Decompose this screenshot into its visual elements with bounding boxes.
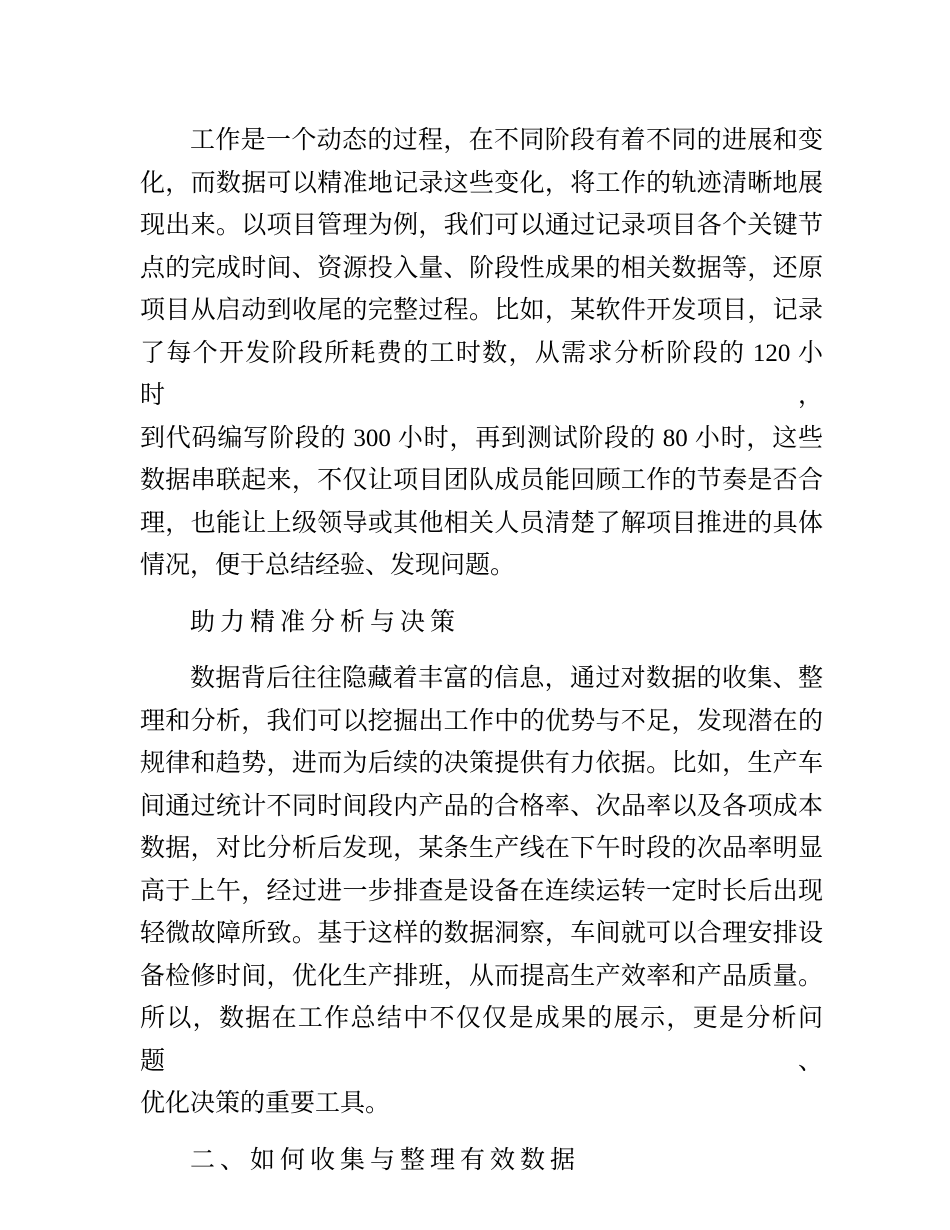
paragraph xyxy=(140,658,823,1126)
text-line: 数据，对比分析后发现，某条生产线在下午时段的次品率明显 xyxy=(140,835,823,862)
text-line: 点的完成时间、资源投入量、阶段性成果的相关数据等，还原 xyxy=(140,254,823,282)
text-line: 规律和趋势，进而为后续的决策提供有力依据。比如，生产车 xyxy=(140,750,823,777)
text-line: 到代码编写阶段的 300 小时，再到测试阶段的 80 小时，这些 xyxy=(140,424,823,452)
text-line: 备检修时间，优化生产排班，从而提高生产效率和产品质量。 xyxy=(140,962,823,990)
text-line: 轻微故障所致。基于这样的数据洞察，车间就可以合理安排设 xyxy=(140,920,823,947)
text-line: 间通过统计不同时间段内产品的合格率、次品率以及各项成本 xyxy=(140,792,823,820)
paragraph xyxy=(140,120,823,588)
text-line: 数据背后往往隐藏着丰富的信息，通过对数据的收集、整 xyxy=(190,665,823,692)
document-content xyxy=(140,120,823,1182)
section-heading xyxy=(140,602,823,645)
section-heading xyxy=(140,1140,823,1183)
text-line: 了每个开发阶段所耗费的工时数，从需求分析阶段的 120 小时， xyxy=(140,339,823,409)
text-line: 化，而数据可以精准地记录这些变化，将工作的轨迹清晰地展 xyxy=(140,169,823,197)
text-line: 助力精准分析与决策 xyxy=(190,608,461,636)
text-line: 现出来。以项目管理为例，我们可以通过记录项目各个关键节 xyxy=(140,212,823,239)
text-line: 理和分析，我们可以挖掘出工作中的优势与不足，发现潜在的 xyxy=(140,707,823,735)
text-line: 高于上午，经过进一步排查是设备在连续运转一定时长后出现 xyxy=(140,877,823,905)
text-line: 所以，数据在工作总结中不仅仅是成果的展示，更是分析问题、 xyxy=(140,1005,823,1075)
text-line: 数据串联起来，不仅让项目团队成员能回顾工作的节奏是否合 xyxy=(140,467,823,494)
text-line: 二、如何收集与整理有效数据 xyxy=(190,1146,581,1174)
text-line: 优化决策的重要工具。 xyxy=(140,1090,391,1117)
text-line: 情况，便于总结经验、发现问题。 xyxy=(140,552,516,579)
text-line: 理，也能让上级领导或其他相关人员清楚了解项目推进的具体 xyxy=(140,509,823,537)
text-line: 项目从启动到收尾的完整过程。比如，某软件开发项目，记录 xyxy=(140,297,823,324)
text-line: 工作是一个动态的过程，在不同阶段有着不同的进展和变 xyxy=(190,127,823,154)
